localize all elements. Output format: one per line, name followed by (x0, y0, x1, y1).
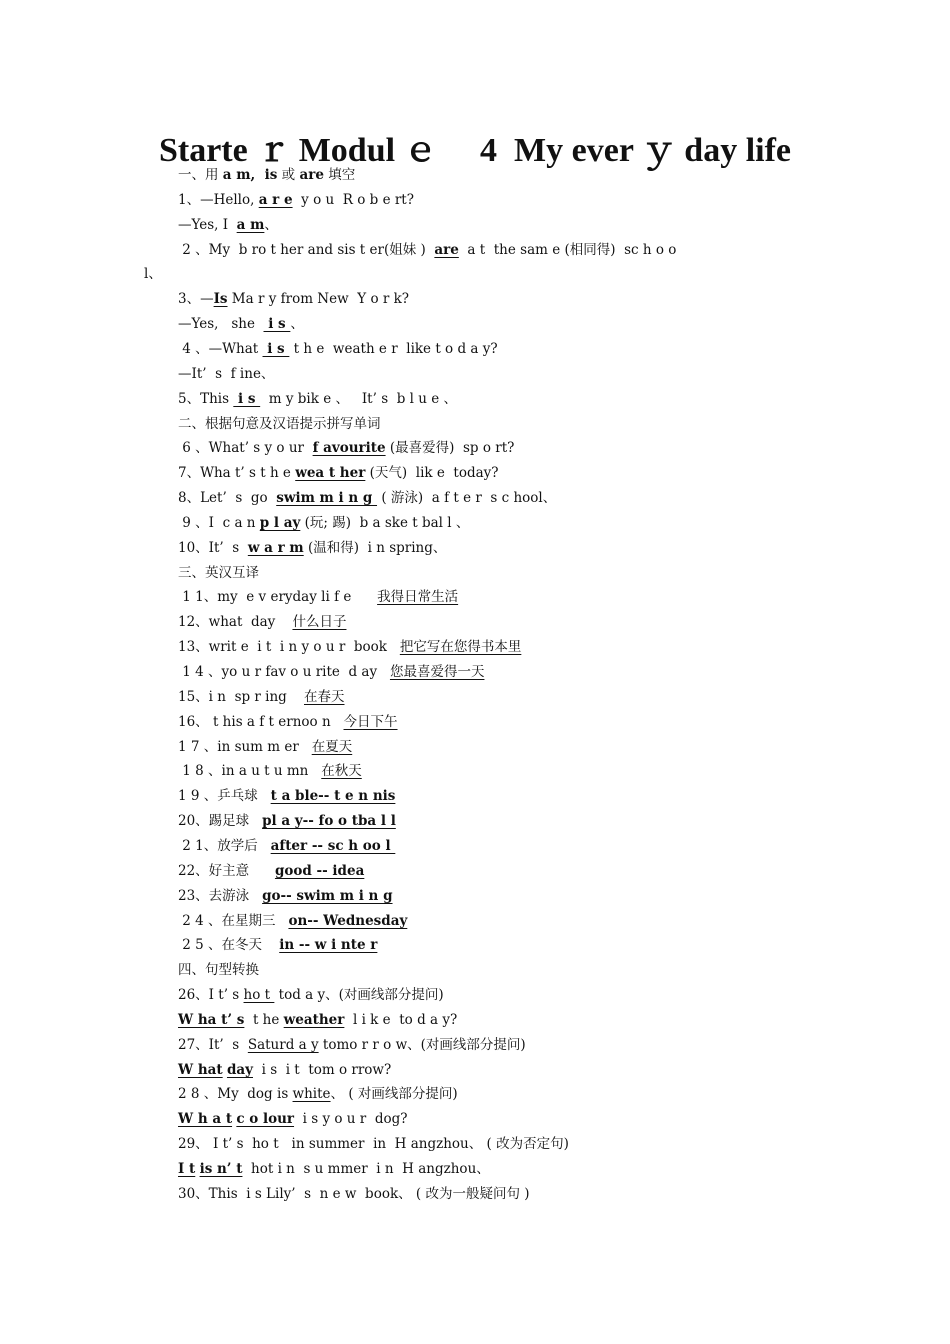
exercise-line (178, 685, 345, 709)
line-text: 、 ( 对画线部分提问) (330, 1086, 458, 1103)
answer-text: 在春天 (304, 688, 345, 705)
line-text: hot i n s u mmer i n H angzhou、 (242, 1161, 490, 1177)
answer-text: i s (233, 390, 261, 407)
line-text: 22、好主意 (178, 862, 275, 879)
answer-text: on-- Wednesday (288, 912, 408, 929)
line-text: l、 (144, 266, 162, 283)
answer-text: after -- sc h oo l (270, 837, 396, 854)
answer-text: w a r m (247, 539, 304, 556)
exercise-line (178, 1058, 391, 1082)
exercise-line (178, 188, 414, 212)
line-text: a t the sam e (相同得) sc h o o (458, 241, 677, 258)
exercise-line (178, 759, 362, 783)
exercise-line (178, 387, 457, 411)
answer-text: Is (213, 291, 228, 308)
document-title: Starte ｒ Modul ｅ 4 My ever ｙ day life (158, 132, 792, 169)
exercise-line (178, 710, 398, 734)
answer-text: t a ble-- t e n nis (270, 788, 396, 805)
line-text: i s y o u r dog? (294, 1111, 408, 1128)
exercise-line (178, 412, 381, 436)
exercise-line (178, 536, 446, 560)
exercise-line (178, 561, 259, 585)
answer-text: are (434, 241, 459, 258)
line-text: 26、I t’ s (178, 987, 244, 1004)
exercise-line (178, 585, 458, 609)
line-text: (最喜爱得) sp o rt? (385, 440, 515, 457)
line-text: —Yes, I (178, 216, 237, 233)
answer-text: swim m i n g (276, 490, 378, 507)
line-text: 二、根据句意及汉语提示拼写单词 (178, 415, 381, 432)
line-text: 2 、My b ro t her and sis t er(姐妹 ) (178, 241, 435, 258)
line-text: m y bik e 、 It’ s b l u e 、 (260, 390, 458, 407)
line-text: 1 1、my e v eryday li f e (178, 589, 378, 606)
line-text: t he (244, 1011, 284, 1028)
exercise-line (178, 486, 556, 510)
line-text: 27、It’ s (178, 1036, 248, 1053)
answer-text: good -- idea (274, 862, 365, 879)
exercise-line (178, 461, 499, 485)
exercise-line (178, 163, 355, 187)
line-text: 23、去游泳 (178, 887, 263, 904)
line-text: 一、用 (178, 167, 223, 183)
answer-text: 在秋天 (321, 763, 362, 780)
answer-text: 在夏天 (311, 738, 353, 755)
exercise-line (178, 859, 364, 883)
line-text: 20、踢足球 (178, 813, 263, 830)
answer-text: go-- swim m i n g (262, 887, 393, 904)
answer-text: W h a t (178, 1111, 233, 1128)
answer-text: weather (283, 1011, 345, 1028)
exercise-line (178, 660, 484, 684)
answer-text: pl a y-- fo o tba l l (262, 813, 396, 830)
line-text: 2 4 、在星期三 (178, 912, 289, 929)
line-text: 三、英汉互译 (178, 564, 259, 581)
answer-text: white (292, 1086, 331, 1103)
exercise-line (178, 312, 304, 336)
answer-text: is n’ t (199, 1161, 243, 1177)
line-text: Ma r y from New Y o r k? (227, 291, 410, 308)
exercise-line (178, 362, 274, 386)
answer-text: W hat (178, 1061, 223, 1078)
answer-text: W ha t’ s (178, 1011, 245, 1028)
line-text: ( 游泳) a f t e r s c hool、 (377, 490, 557, 507)
exercise-line (178, 436, 514, 460)
exercise-line (178, 909, 407, 933)
answer-text: i s (263, 316, 291, 333)
line-text: are (299, 167, 324, 183)
answer-text: 什么日子 (292, 614, 347, 631)
line-text: 7、Wha t’ s t h e (178, 465, 296, 482)
line-text: 、 (290, 316, 304, 333)
answer-text: Saturd a y (247, 1036, 319, 1053)
line-text: (温和得) i n spring、 (303, 539, 447, 556)
exercise-line (178, 1082, 458, 1106)
exercise-line (178, 933, 377, 957)
exercise-line (178, 884, 393, 908)
exercise-line (178, 735, 352, 759)
answer-text: ho t (243, 987, 275, 1004)
exercise-line (178, 238, 676, 262)
line-text: —Yes, she (178, 316, 264, 333)
line-text: —It’ s f ine、 (178, 365, 275, 382)
line-text: i s i t tom o rrow? (253, 1061, 392, 1078)
line-text: 4 、—What (178, 340, 263, 357)
line-text: 1 4 、yo u r fav o u rite d ay (178, 664, 390, 680)
line-text: 2 1、放学后 (178, 837, 271, 854)
line-text: t h e weath e r like t o d a y? (289, 340, 498, 357)
line-text: tod a y、(对画线部分提问) (274, 987, 444, 1004)
exercise-line (178, 610, 346, 634)
line-text: 2 8 、My dog is (178, 1086, 293, 1103)
line-text: 1 7 、in sum m er (178, 738, 312, 755)
line-text: 29、 I t’ s ho t in summer in H angzhou、 ( 改为否定句) (178, 1136, 569, 1153)
line-text: 13、writ e i t i n y o u r book (178, 639, 400, 656)
line-text: 或 (277, 167, 300, 183)
line-text: 8、Let’ s go (178, 490, 277, 507)
exercise-line (178, 1008, 457, 1032)
exercise-line (178, 1132, 569, 1156)
exercise-line (178, 337, 498, 361)
exercise-line (178, 958, 259, 982)
exercise-line (178, 983, 444, 1007)
answer-text: a r e (258, 191, 293, 208)
answer-text: f avourite (312, 440, 386, 457)
answer-text: in -- w i nte r (279, 937, 378, 954)
line-text: tomo r r o w、(对画线部分提问) (318, 1036, 526, 1053)
line-text: 6 、What’ s y o ur (178, 440, 313, 457)
line-text: (玩; 踢) b a ske t bal l 、 (300, 514, 470, 531)
answer-text: I t (178, 1161, 196, 1177)
line-text: 15、i n sp r ing (178, 688, 304, 705)
answer-text: c o lour (236, 1111, 295, 1128)
answer-text: 今日下午 (343, 713, 398, 730)
answer-text: 我得日常生活 (377, 589, 459, 606)
answer-text: a m (236, 216, 265, 233)
answer-text: 把它写在您得书本里 (399, 639, 522, 656)
line-text: 9 、I c a n (178, 514, 260, 531)
exercise-line (178, 784, 395, 808)
answer-text: 您最喜爱得一天 (389, 664, 485, 680)
line-text: 、 (264, 216, 278, 233)
exercise-line (178, 287, 409, 311)
line-text: (天气) lik e today? (365, 465, 499, 482)
answer-text: day (226, 1061, 253, 1078)
exercise-line (178, 1107, 407, 1131)
line-text: 2 5 、在冬天 (178, 937, 280, 954)
exercise-line (178, 1033, 526, 1057)
line-text: 1 9 、乒乓球 (178, 788, 271, 805)
line-text: 1 8 、in a u t u mn (178, 763, 322, 780)
line-text: 3、— (178, 291, 214, 308)
exercise-line (144, 262, 162, 286)
exercise-line (178, 809, 396, 833)
line-text: 16、 t his a f t ernoo n (178, 713, 344, 730)
answer-text: i s (262, 340, 290, 357)
exercise-line (178, 635, 521, 659)
answer-text: p l ay (259, 514, 301, 531)
exercise-line (178, 834, 395, 858)
exercise-line (178, 511, 469, 535)
line-text: 填空 (323, 167, 356, 183)
exercise-line (178, 213, 278, 237)
line-text: 10、It’ s (178, 539, 248, 556)
line-text: 5、This (178, 390, 234, 407)
line-text: y o u R o b e rt? (292, 191, 414, 208)
exercise-line (178, 1157, 490, 1181)
answer-text: wea t her (295, 465, 366, 482)
line-text: 12、what day (178, 614, 293, 631)
line-text: a m, is (222, 167, 278, 183)
line-text: l i k e to d a y? (344, 1011, 458, 1028)
line-text: 1、—Hello, (178, 191, 259, 208)
line-text: 30、This i s Lily’ s n e w book、 ( 改为一般疑问句 ) (178, 1185, 530, 1202)
exercise-line (178, 1182, 530, 1206)
line-text: 四、句型转换 (178, 962, 259, 979)
